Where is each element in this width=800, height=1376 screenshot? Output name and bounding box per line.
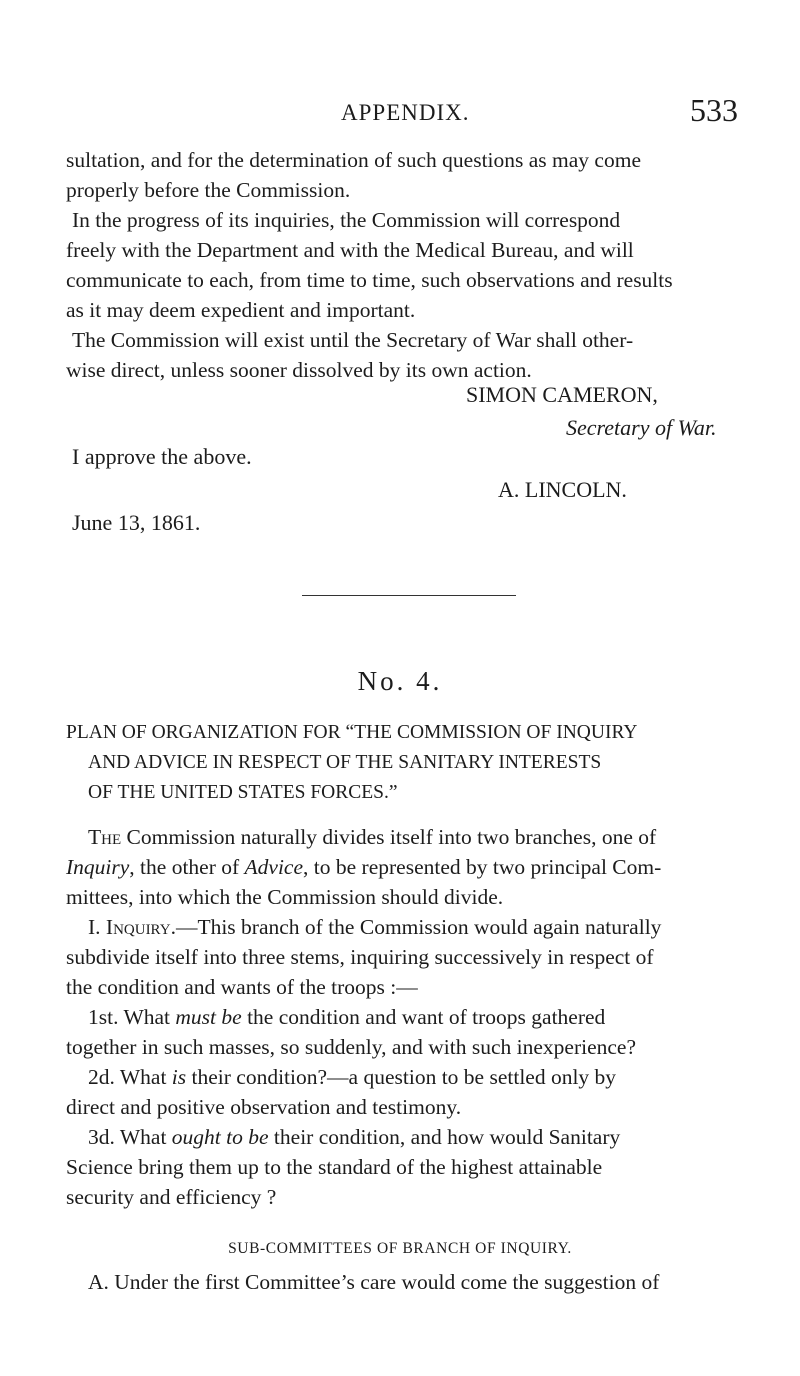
text-line: freely with the Department and with the Medical Bureau, and will <box>66 238 634 262</box>
text-line: communicate to each, from time to time, such observations and results <box>66 268 673 292</box>
final-text <box>66 1267 738 1297</box>
page-number: 533 <box>690 92 738 128</box>
subheading: SUB-COMMITTEES OF BRANCH OF INQUIRY. <box>228 1240 572 1257</box>
section-number: No. 4. <box>357 666 443 696</box>
text-line: properly before the Commission. <box>66 178 351 202</box>
title-line: AND ADVICE IN RESPECT OF THE SANITARY INTERESTS <box>88 752 602 773</box>
signature-lincoln: A. LINCOLN. <box>498 477 627 502</box>
text-line: I. Inquiry.—This branch of the Commission would again naturally <box>88 915 662 939</box>
text-line: sultation, and for the determination of such questions as may come <box>66 148 641 172</box>
signature-cameron-name: SIMON CAMERON, <box>466 382 658 407</box>
text-line: A. Under the first Committee’s care would come the suggestion of <box>88 1270 660 1294</box>
text-line: subdivide itself into three stems, inquiring successively in respect of <box>66 945 654 969</box>
text-line: mittees, into which the Commission should divide. <box>66 885 504 909</box>
text-line: direct and positive observation and testimony. <box>66 1095 462 1119</box>
text-line: Inquiry, the other of Advice, to be represented by two principal Com- <box>66 855 662 879</box>
term-inquiry: Inquiry <box>66 855 130 879</box>
branch-heading: I. Inquiry. <box>88 915 176 939</box>
text-line: 3d. What ought to be their condition, and how would Sanitary <box>88 1125 621 1149</box>
text-line: together in such masses, so suddenly, and with such inexperience? <box>66 1035 637 1059</box>
text-line: wise direct, unless sooner dissolved by its own action. <box>66 358 532 382</box>
text-line: security and efficiency ? <box>66 1185 277 1209</box>
body-text <box>66 822 738 1212</box>
text-line: Science bring them up to the standard of the highest attainable <box>66 1155 603 1179</box>
text-line: 2d. What is their condition?—a question to be settled only by <box>88 1065 617 1089</box>
title-line: OF THE UNITED STATES FORCES.” <box>88 782 398 803</box>
text-line: the condition and wants of the troops :— <box>66 975 418 999</box>
text-line: The Commission will exist until the Secretary of War shall other- <box>72 328 634 352</box>
approval-line: I approve the above. <box>72 444 252 469</box>
text-line: as it may deem expedient and important. <box>66 298 416 322</box>
text-line: 1st. What must be the condition and want of troops gathered <box>88 1005 606 1029</box>
running-head: APPENDIX. <box>341 100 470 125</box>
text-line: In the progress of its inquiries, the Commission will correspond <box>72 208 621 232</box>
text-line: The Commission naturally divides itself into two branches, one of <box>88 825 657 849</box>
term-advice: Advice <box>244 855 304 879</box>
page-header <box>66 92 738 136</box>
continued-text <box>66 145 738 385</box>
section-title <box>66 718 738 808</box>
section-divider <box>302 595 516 596</box>
lead-word: The <box>88 825 122 849</box>
title-line: PLAN OF ORGANIZATION FOR “THE COMMISSION OF INQUIRY <box>66 722 638 743</box>
signature-cameron-title: Secretary of War. <box>566 415 717 440</box>
signature-date: June 13, 1861. <box>72 510 201 535</box>
